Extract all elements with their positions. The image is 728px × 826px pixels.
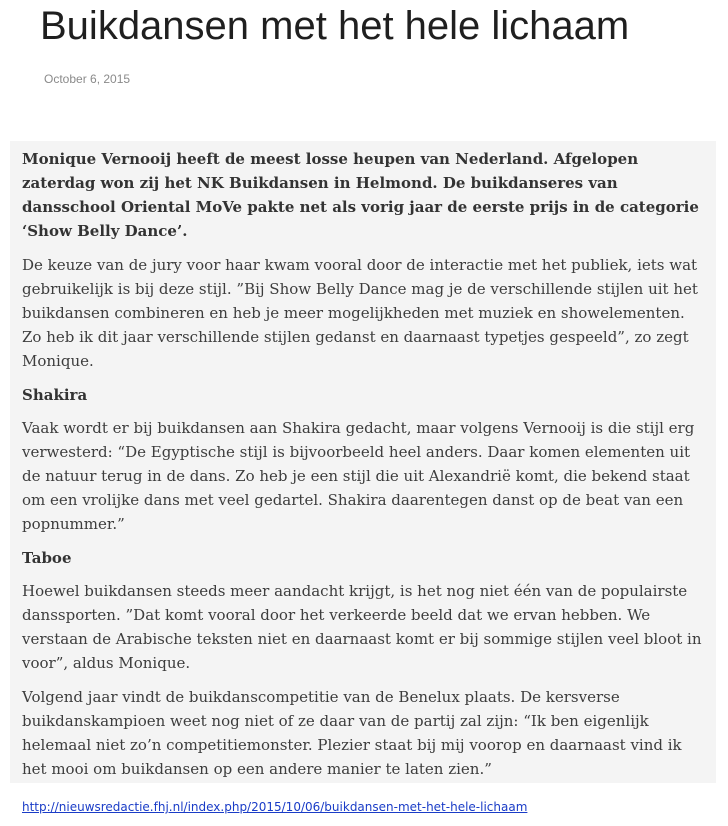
article-paragraph-3: Hoewel buikdansen steeds meer aandacht krijgt, is het nog niet één van de populairste danssporten. ”Dat komt vooral door het verkeerde beeld dat we ervan hebben. We verstaan de Arabische teksten niet en daarnaast komt er bij sommige stijlen veel bloot in voor”, aldus Monique. [22, 582, 702, 672]
article-paragraph-1: De keuze van de jury voor haar kwam vooral door de interactie met het publiek, iets wat gebruikelijk is bij deze stijl. ”Bij Show Belly Dance mag je de verschillende stijlen uit het buikdansen combineren en heb je meer mogelijkheden met muziek en showelementen. Zo heb ik dit jaar verschillende stijlen gedanst en daarnaast typetjes gespeeld”, zo zegt Monique. [22, 256, 698, 370]
source-link[interactable]: http://nieuwsredactie.fhj.nl/index.php/2015/10/06/buikdansen-met-het-hele-lichaam [22, 800, 528, 814]
section-heading-shakira: Shakira [22, 386, 88, 404]
article-body [10, 141, 716, 783]
article-paragraph-4: Volgend jaar vindt de buikdanscompetitie van de Benelux plaats. De kersverse buikdanskampioen weet nog niet of ze daar van de partij zal zijn: “Ik ben eigenlijk helemaal niet zo’n competitiemonster. Plezier staat bij mij voorop en daarnaast vind ik het mooi om buikdansen op een andere manier te laten zien.” [22, 688, 682, 778]
article-lead: Monique Vernooij heeft de meest losse heupen van Nederland. Afgelopen zaterdag won zij het NK Buikdansen in Helmond. De buikdanseres van dansschool Oriental MoVe pakte net als vorig jaar de eerste prijs in de categorie ‘Show Belly Dance’. [22, 150, 699, 240]
page-title: Buikdansen met het hele lichaam [40, 4, 630, 48]
section-heading-taboe: Taboe [22, 549, 72, 567]
article-paragraph-2: Vaak wordt er bij buikdansen aan Shakira gedacht, maar volgens Vernooij is die stijl erg verwesterd: “De Egyptische stijl is bijvoorbeeld heel anders. Daar komen elementen uit de natuur terug in de dans. Zo heb je een stijl die uit Alexandrië komt, die bekend staat om een vrolijke dans met veel gedartel. Shakira daarentegen danst op de beat van een popnummer.” [22, 419, 695, 533]
publish-date: October 6, 2015 [44, 72, 131, 86]
